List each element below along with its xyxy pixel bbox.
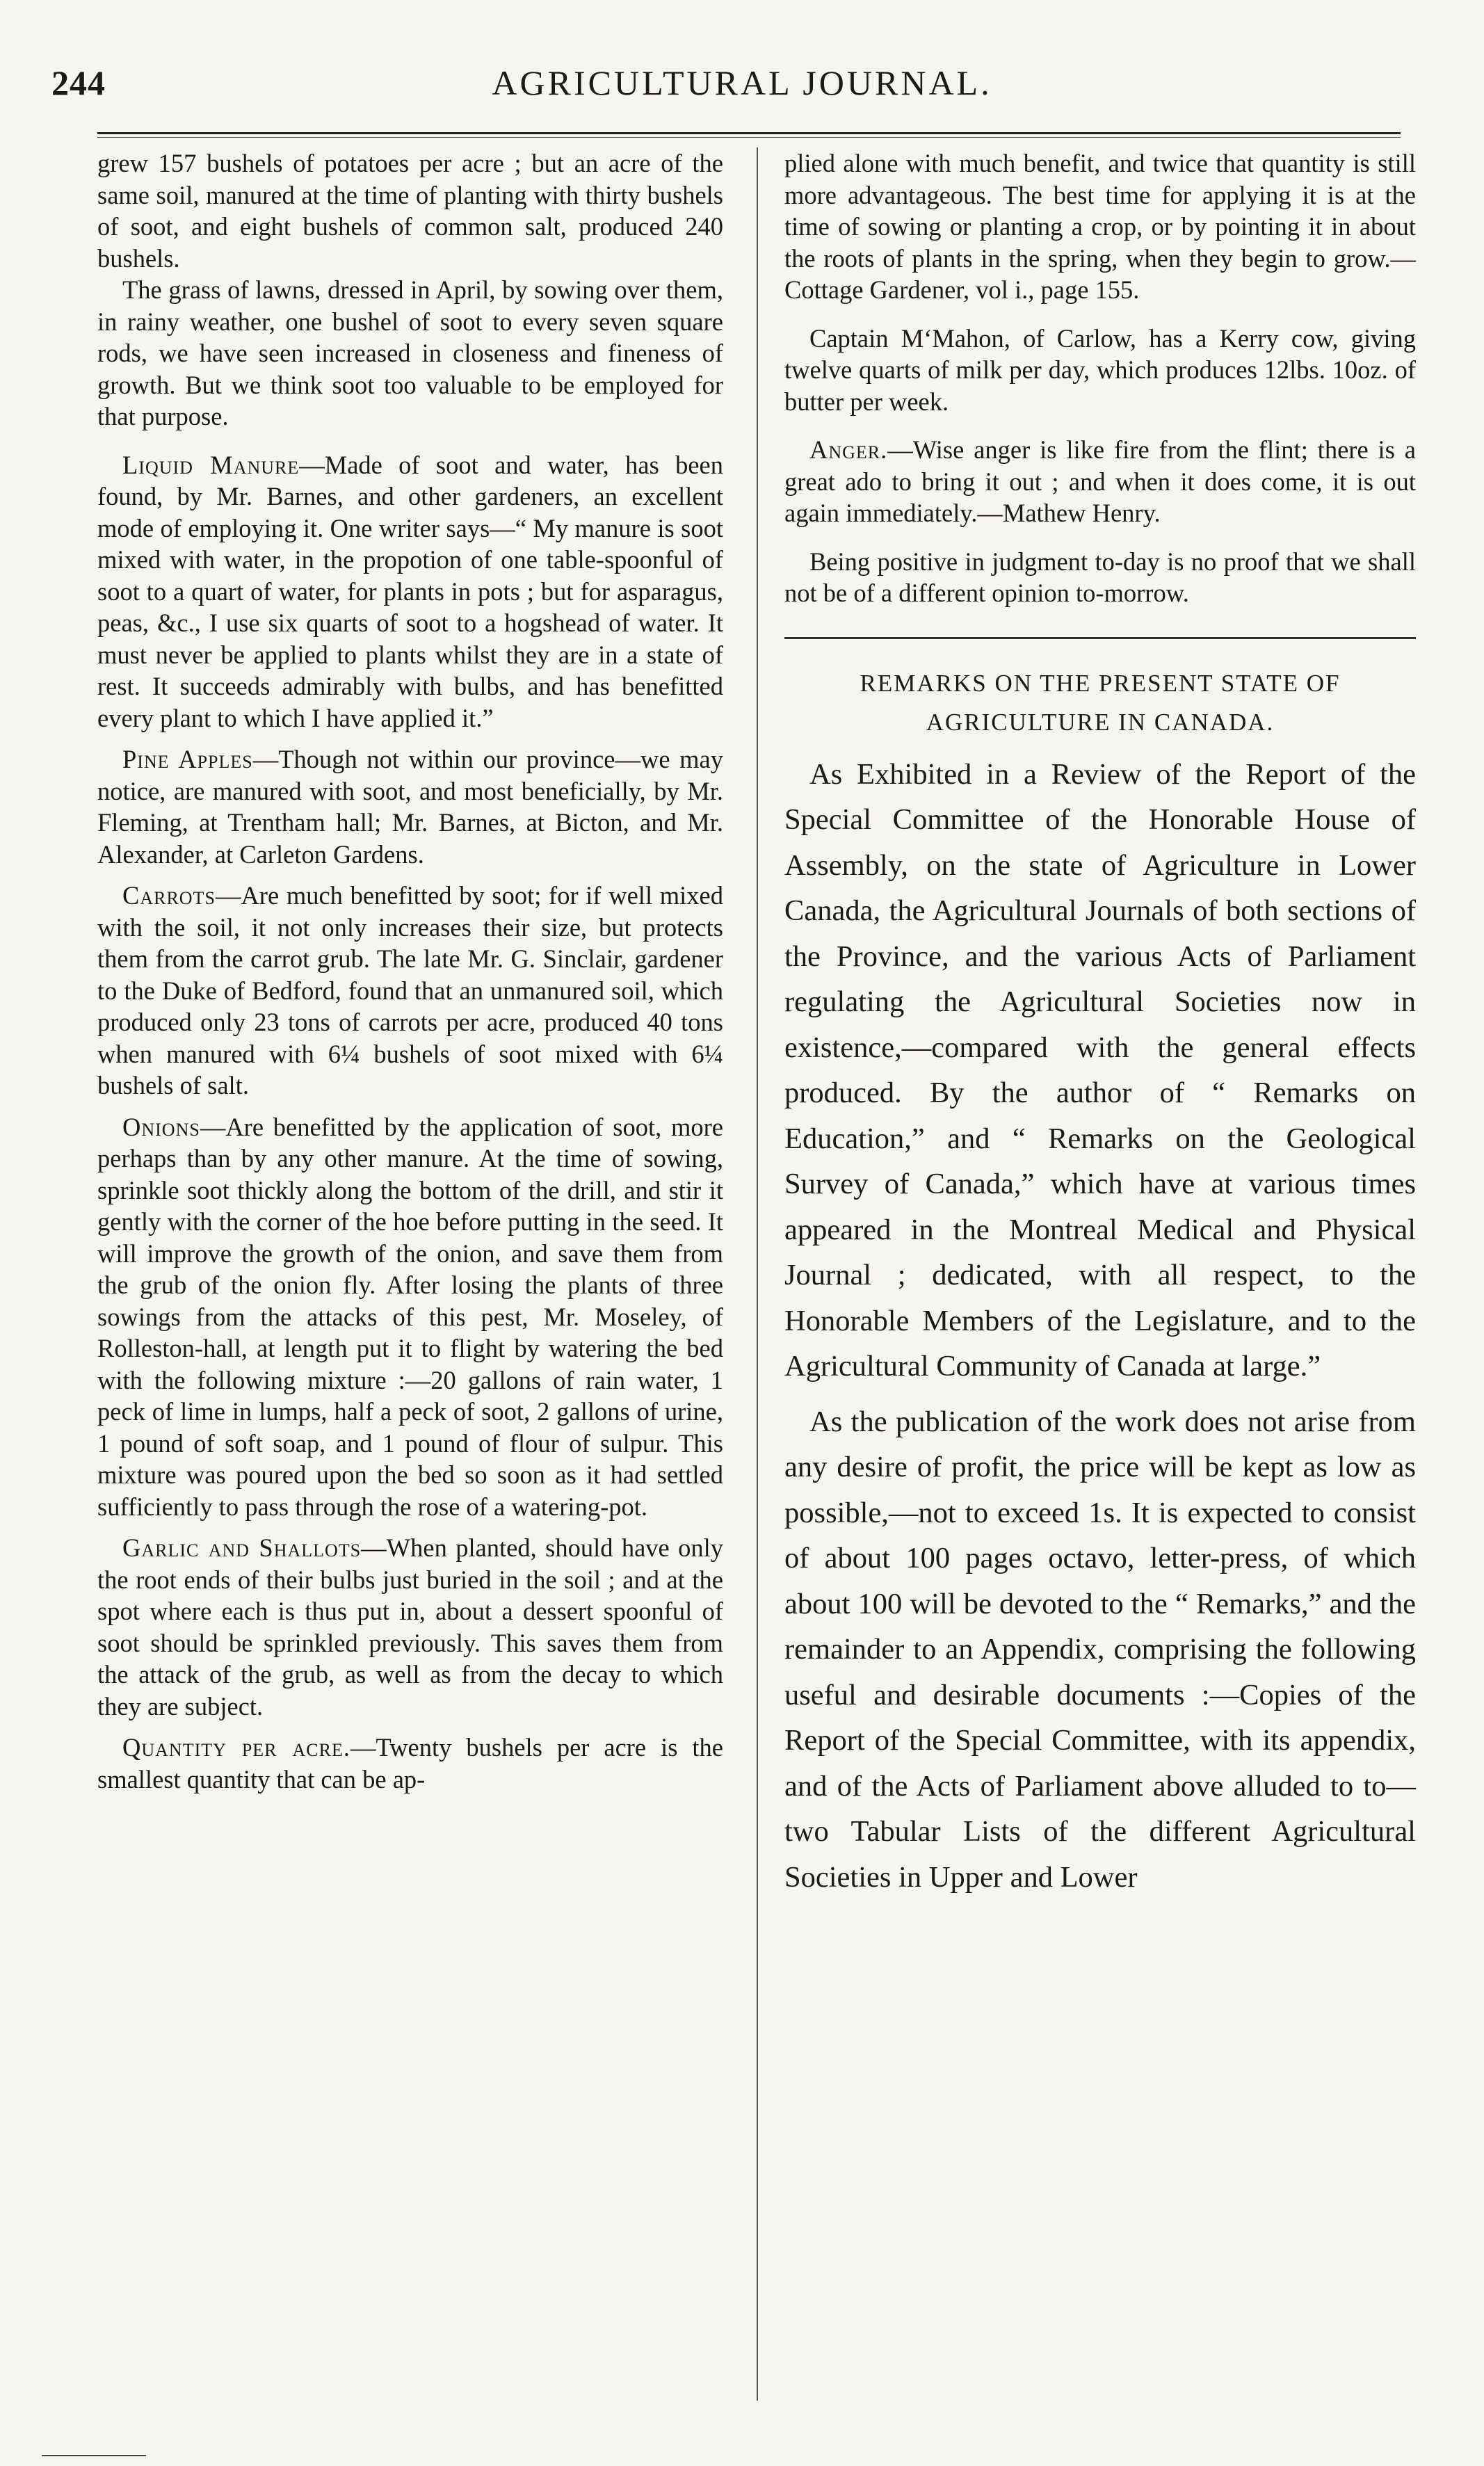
section-title-line-2: AGRICULTURE IN CANADA.	[926, 708, 1275, 736]
column-divider	[757, 147, 758, 2401]
paragraph-quantity	[97, 1732, 723, 1795]
left-column	[97, 147, 723, 1795]
paragraph-kerry-cow: Captain M‘Mahon, of Carlow, has a Kerry cow, giving twelve quarts of milk per day, which produces 12lbs. 10oz. of butter per week.	[784, 323, 1416, 416]
section-title-line-1: REMARKS ON THE PRESENT STATE OF	[860, 669, 1341, 697]
right-column	[784, 147, 1416, 1900]
paragraph-anger	[784, 434, 1416, 529]
paragraph-garlic	[97, 1532, 723, 1722]
section-title	[784, 664, 1416, 742]
running-title: AGRICULTURAL JOURNAL.	[492, 63, 992, 102]
body-carrots: —Are much benefitted by soot; for if well mixed with the soil, it not only increases their size, but protects them from the carrot grub. The late Mr. G. Sinclair, gardener to the Duke of Bedford, found that an unmanured soil, which produced only 23 tons of carrots per acre, produced 40 tons when manured with 6¼ bushels of soot mixed with 6¼ bushels of salt.	[97, 881, 723, 1099]
paragraph-publication: As the publication of the work does not arise from any desire of profit, the price will be kept as low as possible,—not to exceed 1s. It is expected to consist of about 100 pages octavo, letter-press, of which about 100 will be devoted to the “ Remarks,” and the remainder to an Appendix, comprising the following useful and desirable documents :—Copies of the Report of the Special Committee, with its appendix, and of the Acts of Parliament above alluded to to—two Tabular Lists of the different Agricultural Societies in Upper and Lower	[784, 1405, 1416, 1894]
heading-quantity: Quantity per acre.	[122, 1733, 350, 1762]
body-anger: —Wise anger is like fire from the flint; there is a great ado to bring it out ; and when it does come, it is out again immediately.—Mathew Henry.	[784, 435, 1416, 527]
heading-anger: Anger.	[809, 435, 888, 464]
body-onions: —Are benefitted by the application of soot, more perhaps than by any other manure. At the time of sowing, sprinkle soot thickly along the bottom of the drill, and stir it gently with the corner of the hoe before putting in the seed. It will improve the growth of the onion, and save them from the grub of the onion fly. After losing the plants of three sowings from the attacks of this pest, Mr. Moseley, of Rolleston-hall, at length put it to flight by watering the bed with the following mixture :—20 gallons of rain water, 1 peck of lime in lumps, half a peck of soot, 2 gallons of urine, 1 pound of soft soap, and 1 pound of flour of sulpur. This mixture was poured upon the bed so soon as it had settled sufficiently to pass through the rose of a watering-pot.	[97, 1112, 723, 1521]
paragraph-pine-apples	[97, 743, 723, 870]
paragraph-onions	[97, 1111, 723, 1523]
heading-pine-apples: Pine Apples	[122, 745, 253, 773]
paragraph-potatoes: grew 157 bushels of potatoes per acre ; but an acre of the same soil, manured at the time of planting with thirty bushels of soot, and eight bushels of common salt, produced 240 bushels.	[97, 149, 723, 273]
heading-garlic: Garlic and Shallots	[122, 1533, 362, 1562]
paragraph-review-description: As Exhibited in a Review of the Report of the Special Committee of the Honorable House of Assembly, on the state of Agriculture in Lower Canada, the Agricultural Journals of both sections of the Province, and the various Acts of Parliament regulating the Agricultural Societies now in existence,—compared with the general effects produced. By the author of “ Remarks on Education,” and “ Remarks on the Geological Survey of Canada,” which have at various times appeared in the Montreal Medical and Physical Journal ; dedicated, with all respect, to the Honorable Members of the Legislature, and to the Agricultural Community of Canada at large.”	[784, 757, 1416, 1383]
heading-onions: Onions	[122, 1112, 200, 1141]
header-rule	[97, 132, 1401, 138]
body-garlic: —When planted, should have only the root ends of their bulbs just buried in the soil ; and at the spot where each is thus put in, about a dessert spoonful of soot should be sprinkled previously. This saves them from the attack of the grub, as well as from the decay to which they are subject.	[97, 1533, 723, 1720]
heading-carrots: Carrots	[122, 881, 216, 910]
paragraph-positive: Being positive in judgment to-day is no proof that we shall not be of a different opinion to-morrow.	[784, 547, 1416, 607]
paragraph-liquid-manure	[97, 449, 723, 734]
section-rule	[784, 637, 1416, 639]
body-liquid-manure: —Made of soot and water, has been found, by Mr. Barnes, and other gardeners, an excellent mode of employing it. One writer says—“ My manure is soot mixed with water, in the propotion of one table-spoonful of soot to a quart of water, for plants in pots ; but for asparagus, peas, &c., I use six quarts of soot to a hogshead of water. It must never be applied to plants whilst they are in a state of rest. It succeeds admirably with bulbs, and has benefitted every plant to which I have applied it.”	[97, 450, 723, 732]
body-quantity: —Twenty bushels per acre is the smallest quantity that can be ap-	[97, 1733, 723, 1794]
paragraph-lawns: The grass of lawns, dressed in April, by sowing over them, in rainy weather, one bushel of soot to every seven square rods, we have seen increased in closeness and fineness of growth. But we think soot too valuable to be employed for that purpose.	[97, 275, 723, 430]
body-pine-apples: —Though not within our province—we may notice, are manured with soot, and most beneficially, by Mr. Fleming, at Trentham hall; Mr. Barnes, at Bicton, and Mr. Alexander, at Carleton Gardens.	[97, 745, 723, 869]
bottom-rule	[42, 2455, 146, 2456]
heading-liquid-manure: Liquid Manure	[122, 450, 300, 479]
paragraph-carrots	[97, 880, 723, 1102]
paragraph-soot-applied: plied alone with much benefit, and twice that quantity is still more advantageous. The best time for applying it is at the time of sowing or planting a crop, or by pointing it in about the roots of plants in the spring, when they begin to grow.—Cottage Gardener, vol i., page 155.	[784, 149, 1416, 304]
page-number: 244	[51, 63, 106, 102]
